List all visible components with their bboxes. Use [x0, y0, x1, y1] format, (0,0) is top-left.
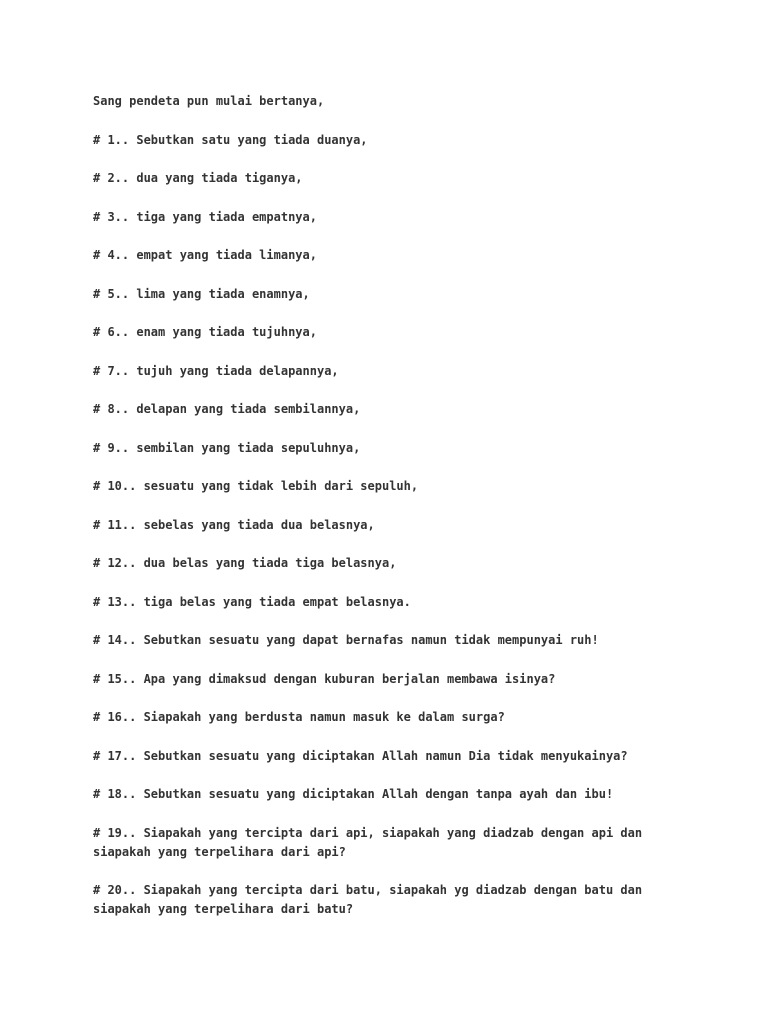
question-item: # 20.. Siapakah yang tercipta dari batu, siapakah yg diadzab dengan batu dan siapakah yang terpelihara dari batu?	[93, 883, 650, 917]
question-item: # 13.. tiga belas yang tiada empat belasnya.	[93, 594, 411, 609]
question-item: # 2.. dua yang tiada tiganya,	[93, 171, 303, 185]
question-item: # 5.. lima yang tiada enamnya,	[93, 286, 310, 301]
question-item: # 18.. Sebutkan sesuatu yang diciptakan Allah dengan tanpa ayah dan ibu!	[93, 787, 614, 801]
question-item: # 9.. sembilan yang tiada sepuluhnya,	[93, 440, 361, 455]
question-item: # 15.. Apa yang dimaksud dengan kuburan berjalan membawa isinya?	[93, 671, 556, 686]
question-item: # 19.. Siapakah yang tercipta dari api, siapakah yang diadzab dengan api dan siapakah yang terpelihara dari api?	[93, 825, 650, 859]
question-item: # 8.. delapan yang tiada sembilannya,	[93, 402, 361, 416]
question-item: # 11.. sebelas yang tiada dua belasnya,	[93, 517, 375, 532]
intro-text: Sang pendeta pun mulai bertanya,	[93, 94, 325, 108]
question-item: # 3.. tiga yang tiada empatnya,	[93, 209, 317, 224]
question-item: # 16.. Siapakah yang berdusta namun masuk ke dalam surga?	[93, 710, 505, 724]
question-item: # 1.. Sebutkan satu yang tiada duanya,	[93, 132, 368, 147]
question-item: # 12.. dua belas yang tiada tiga belasnya,	[93, 556, 397, 570]
question-item: # 7.. tujuh yang tiada delapannya,	[93, 363, 339, 378]
question-item: # 6.. enam yang tiada tujuhnya,	[93, 325, 317, 339]
question-item: # 14.. Sebutkan sesuatu yang dapat bernafas namun tidak mempunyai ruh!	[93, 633, 599, 647]
question-item: # 10.. sesuatu yang tidak lebih dari sepuluh,	[93, 479, 419, 493]
question-item: # 17.. Sebutkan sesuatu yang diciptakan Allah namun Dia tidak menyukainya?	[93, 748, 628, 763]
question-item: # 4.. empat yang tiada limanya,	[93, 248, 317, 262]
question-list	[93, 131, 693, 920]
document-page	[93, 92, 693, 939]
